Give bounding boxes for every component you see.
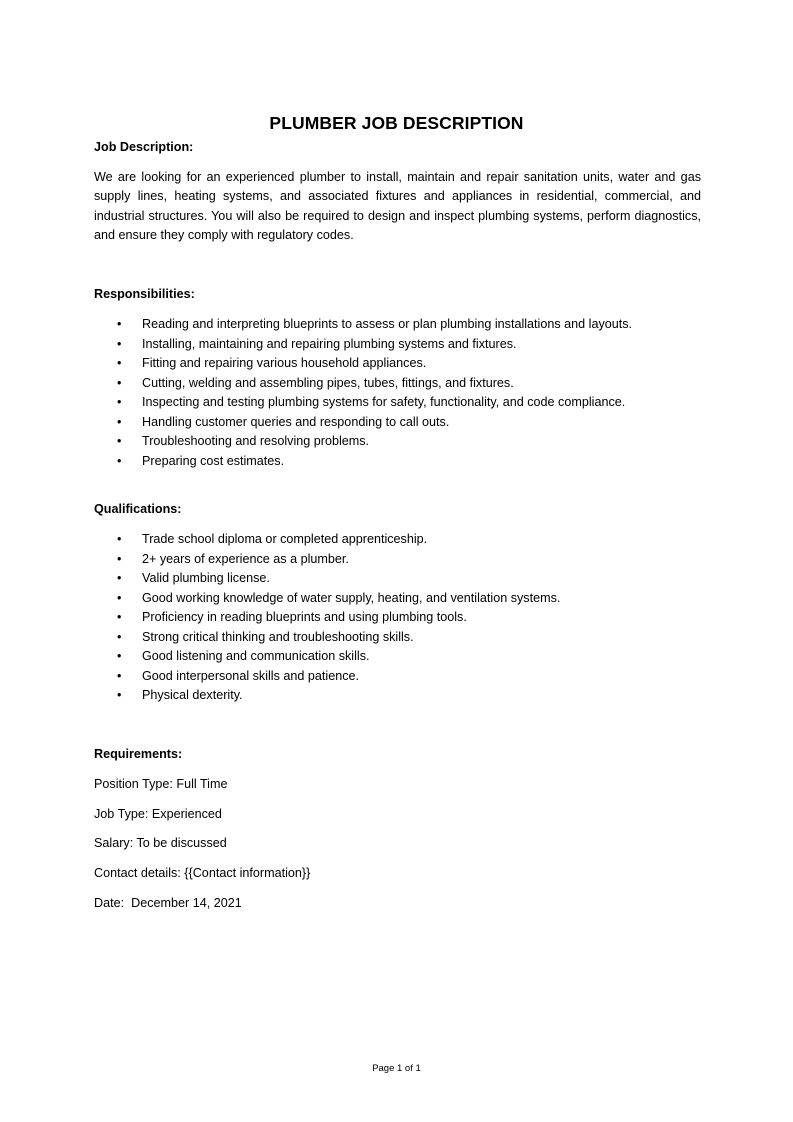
- date: Date: December 14, 2021: [94, 896, 242, 910]
- bullet-icon: •: [117, 414, 122, 429]
- list-item-text: Troubleshooting and resolving problems.: [142, 434, 370, 448]
- bullet-icon: •: [117, 649, 122, 663]
- list-item-text: Handling customer queries and responding to call outs.: [142, 414, 450, 429]
- list-item-text: Installing, maintaining and repairing plumbing systems and fixtures.: [142, 336, 517, 351]
- list-item-text: Cutting, welding and assembling pipes, tubes, fittings, and fixtures.: [142, 375, 514, 390]
- list-item-text: Trade school diploma or completed apprenticeship.: [142, 532, 428, 546]
- bullet-icon: •: [117, 395, 122, 409]
- bullet-icon: •: [117, 356, 122, 370]
- list-item: [94, 315, 714, 335]
- list-item: [94, 608, 714, 628]
- list-item: [94, 354, 714, 374]
- list-item: [94, 569, 714, 589]
- position-type: Position Type: Full Time: [94, 777, 228, 791]
- bullet-icon: •: [117, 434, 122, 448]
- list-item: [94, 432, 714, 452]
- list-item-text: Inspecting and testing plumbing systems for safety, functionality, and code compliance.: [142, 395, 626, 409]
- list-item-text: Proficiency in reading blueprints and using plumbing tools.: [142, 610, 467, 624]
- job-type: Job Type: Experienced: [94, 807, 222, 821]
- list-item-text: Good interpersonal skills and patience.: [142, 668, 360, 683]
- list-item-text: Fitting and repairing various household appliances.: [142, 356, 427, 370]
- bullet-icon: •: [117, 375, 122, 390]
- bullet-icon: •: [117, 668, 122, 683]
- qualifications-list: [94, 530, 714, 706]
- salary: Salary: To be discussed: [94, 836, 227, 850]
- list-item-text: Physical dexterity.: [142, 688, 243, 702]
- list-item: [94, 686, 714, 706]
- bullet-icon: •: [117, 610, 122, 624]
- bullet-icon: •: [117, 629, 122, 644]
- page-number: Page 1 of 1: [372, 1063, 421, 1074]
- qualifications-heading: Qualifications:: [94, 502, 182, 516]
- responsibilities-heading: Responsibilities:: [94, 287, 195, 301]
- list-item-text: Good working knowledge of water supply, heating, and ventilation systems.: [142, 590, 561, 605]
- list-item: [94, 530, 714, 550]
- bullet-icon: •: [117, 551, 122, 566]
- list-item-text: Strong critical thinking and troubleshooting skills.: [142, 629, 414, 644]
- list-item: [94, 589, 714, 609]
- list-item-text: Good listening and communication skills.: [142, 649, 370, 663]
- list-item: [94, 667, 714, 687]
- list-item: [94, 413, 714, 433]
- job-description-text: We are looking for an experienced plumber to install, maintain and repair sanitation units, water and gas supply lines, heating systems, and associated fixtures and appliances in residential, commercial, and industrial structures. You will also be required to design and inspect plumbing systems, perform diagnostics, and ensure they comply with regulatory codes.: [94, 170, 701, 243]
- list-item: [94, 374, 714, 394]
- list-item: [94, 550, 714, 570]
- list-item-text: Reading and interpreting blueprints to assess or plan plumbing installations and layouts.: [142, 317, 633, 331]
- list-item-text: Valid plumbing license.: [142, 571, 270, 585]
- bullet-icon: •: [117, 532, 122, 546]
- list-item: [94, 452, 714, 472]
- list-item: [94, 647, 714, 667]
- contact-details: Contact details: {{Contact information}}: [94, 866, 311, 880]
- responsibilities-list: [94, 315, 714, 471]
- list-item: [94, 393, 714, 413]
- list-item: [94, 335, 714, 355]
- list-item-text: 2+ years of experience as a plumber.: [142, 551, 349, 566]
- list-item-text: Preparing cost estimates.: [142, 453, 285, 468]
- bullet-icon: •: [117, 571, 122, 585]
- bullet-icon: •: [117, 688, 122, 702]
- job-description-heading: Job Description:: [94, 140, 194, 154]
- bullet-icon: •: [117, 453, 122, 468]
- list-item: [94, 628, 714, 648]
- requirements-heading: Requirements:: [94, 747, 183, 761]
- page-title: PLUMBER JOB DESCRIPTION: [269, 113, 524, 133]
- bullet-icon: •: [117, 336, 122, 351]
- bullet-icon: •: [117, 590, 122, 605]
- bullet-icon: •: [117, 317, 122, 331]
